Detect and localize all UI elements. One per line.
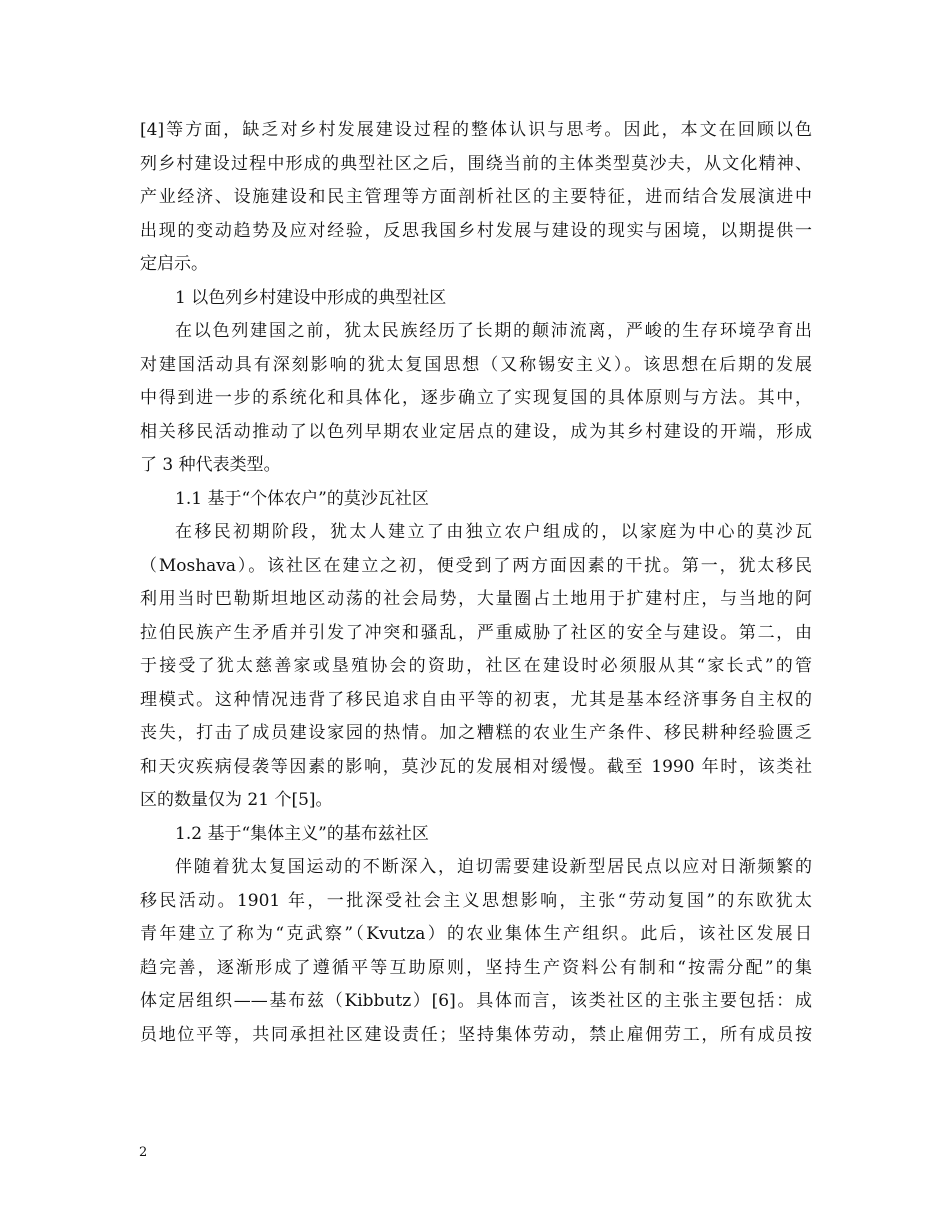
text-line: 在移民初期阶段，犹太人建立了由独立农户组成的，以家庭为中心的莫沙瓦 [175, 522, 812, 542]
text-line: 产业经济、设施建设和民主管理等方面剖析社区的主要特征，进而结合发展演进中 [140, 187, 812, 207]
section-heading: 1 以色列乡村建设中形成的典型社区 [175, 287, 447, 308]
text-line: 列乡村建设过程中形成的典型社区之后，围绕当前的主体类型莫沙夫，从文化精神、 [140, 153, 812, 174]
text-line: 伴随着犹太复国运动的不断深入，迫切需要建设新型居民点以应对日渐频繁的 [175, 857, 812, 877]
text-line: 出现的变动趋势及应对经验，反思我国乡村发展与建设的现实与困境，以期提供一 [140, 220, 812, 241]
text-line: [4]等方面，缺乏对乡村发展建设过程的整体认识与思考。因此，本文在回顾以色 [140, 120, 812, 140]
text-line: 趋完善，逐渐形成了遵循平等互助原则，坚持生产资料公有制和“按需分配”的集 [140, 957, 812, 978]
text-line: 中得到进一步的系统化和具体化，逐步确立了实现复国的具体原则与方法。其中， [140, 388, 812, 408]
text-line: 和天灾疾病侵袭等因素的影响，莫沙瓦的发展相对缓慢。截至 1990 年时，该类社 [140, 756, 812, 777]
subsection-heading: 1.1 基于“个体农户”的莫沙瓦社区 [175, 488, 429, 509]
text-line: 于接受了犹太慈善家或垦殖协会的资助，社区在建设时必须服从其“家长式”的管 [140, 656, 812, 676]
subsection-heading: 1.2 基于“集体主义”的基布兹社区 [175, 823, 429, 844]
text-line: 相关移民活动推动了以色列早期农业定居点的建设，成为其乡村建设的开端，形成 [140, 421, 812, 442]
text-line: （Moshava）。该社区在建立之初，便受到了两方面因素的干扰。第一，犹太移民 [140, 555, 812, 576]
text-line: 青年建立了称为“克武察”（Kvutza）的农业集体生产组织。此后，该社区发展日 [140, 924, 812, 944]
text-line: 了 3 种代表类型。 [140, 455, 281, 475]
text-line: 拉伯民族产生矛盾并引发了冲突和骚乱，严重威胁了社区的安全与建设。第二，由 [140, 622, 812, 643]
text-line: 体定居组织——基布兹（Kibbutz）[6]。具体而言，该类社区的主张主要包括：成 [140, 991, 812, 1011]
page-number: 2 [139, 1145, 148, 1160]
body-text [140, 114, 812, 1052]
text-line: 对建国活动具有深刻影响的犹太复国思想（又称锡安主义）。该思想在后期的发展 [140, 354, 812, 375]
text-line: 利用当时巴勒斯坦地区动荡的社会局势，大量圈占土地用于扩建村庄，与当地的阿 [140, 589, 812, 609]
text-line: 员地位平等，共同承担社区建设责任；坚持集体劳动，禁止雇佣劳工，所有成员按 [140, 1024, 812, 1045]
text-line: 移民活动。1901 年，一批深受社会主义思想影响，主张“劳动复国”的东欧犹太 [140, 890, 812, 911]
text-line: 定启示。 [140, 254, 208, 274]
text-line: 在以色列建国之前，犹太民族经历了长期的颠沛流离，严峻的生存环境孕育出 [175, 321, 812, 341]
text-line: 区的数量仅为 21 个[5]。 [140, 790, 333, 810]
text-line: 丧失，打击了成员建设家园的热情。加之糟糕的农业生产条件、移民耕种经验匮乏 [140, 723, 812, 743]
text-line: 理模式。这种情况违背了移民追求自由平等的初衷，尤其是基本经济事务自主权的 [140, 689, 812, 710]
